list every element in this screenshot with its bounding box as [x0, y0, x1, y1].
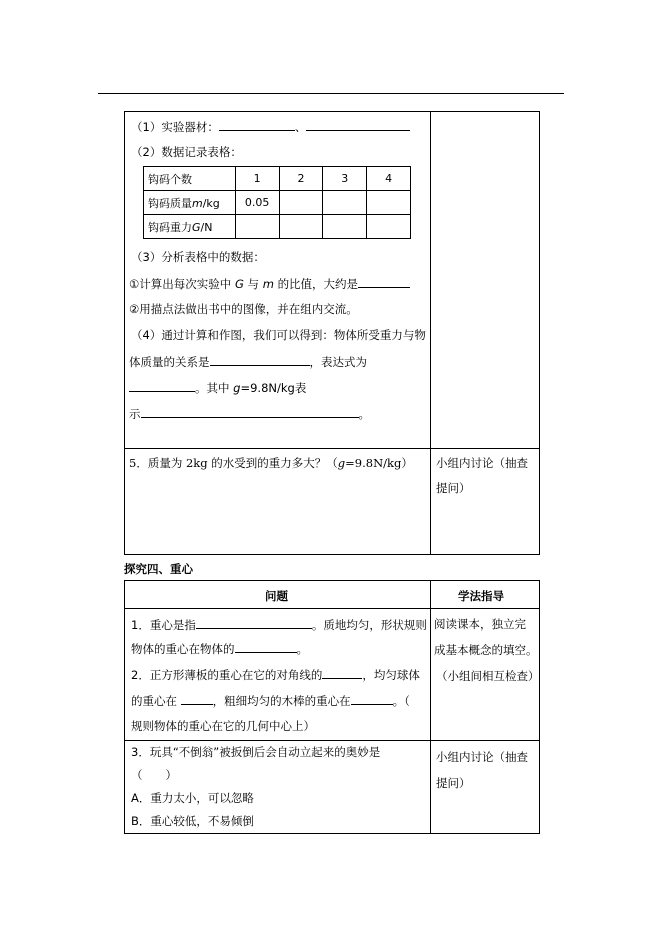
- q2-line3: 规则物体的重心在它的几何中心上）: [131, 719, 315, 733]
- header-cell: 4: [367, 167, 411, 191]
- blank-center-location: [235, 641, 297, 653]
- q3-option-a: A．重力太小，可以忽略: [131, 791, 254, 805]
- header-cell: 2: [279, 167, 323, 191]
- header-question: 问题: [265, 589, 288, 603]
- q3-line2: （ ）: [131, 768, 177, 782]
- table-cell: [235, 215, 279, 239]
- header-guide: 学法指导: [458, 589, 504, 603]
- table-row-weight: [144, 215, 411, 239]
- guide-row1-line1: 阅读课本，独立完: [434, 617, 526, 631]
- header-cell: 3: [323, 167, 367, 191]
- table-header-row: [144, 167, 411, 191]
- item1-separator: 、: [294, 120, 307, 134]
- guide-row2-line2: 提问）: [436, 776, 471, 790]
- blank-diagonal: [322, 667, 362, 679]
- header-cell: 钩码个数: [144, 167, 236, 191]
- item4-line2: 体质量的关系是 ，表达式为: [129, 355, 367, 369]
- table-cell: [367, 191, 411, 215]
- blank-expression: [129, 380, 195, 392]
- bottom-table-divider: [430, 580, 431, 834]
- blank-sphere: [181, 693, 213, 705]
- item4-line1: （4）通过计算和作图，我们可以得到：物体所受重力与物: [131, 328, 426, 342]
- data-record-table: [143, 166, 411, 239]
- blank-ratio: [358, 276, 410, 288]
- row-label-mass: 钩码质量m/kg: [144, 191, 236, 215]
- header-cell: 1: [235, 167, 279, 191]
- calc-line: ①计算出每次实验中 G 与 m 的比值，大约是: [129, 276, 410, 291]
- q2-line1: 2．正方形薄板的重心在它的对角线的 ，均匀球体: [131, 668, 420, 682]
- question-5: 5．质量为 2kg 的水受到的重力多大？（g=9.8N/kg）: [129, 456, 413, 470]
- row-label-weight: 钩码重力G/N: [144, 215, 236, 239]
- bottom-table-header-divider: [124, 608, 540, 609]
- blank-meaning: [141, 406, 359, 418]
- table-cell: [279, 215, 323, 239]
- blank-equipment-2: [306, 119, 410, 131]
- header-rule: [98, 93, 564, 94]
- guide-row1-line2: 成基本概念的填空。: [434, 643, 538, 657]
- table-cell: 0.05: [235, 191, 279, 215]
- q2-line2: 的重心在 ，粗细均匀的木棒的重心在 。（: [131, 694, 410, 708]
- table-cell: [279, 191, 323, 215]
- table-cell: [367, 215, 411, 239]
- item4-line3: 。其中 g=9.8N/kg表: [129, 380, 306, 395]
- blank-rod: [351, 693, 393, 705]
- top-table-divider: [430, 111, 431, 555]
- blank-center-def: [196, 617, 312, 629]
- item1-label: （1）实验器材：: [131, 120, 219, 134]
- q1-line1: 1．重心是指 。质地均匀，形状规则: [131, 618, 427, 632]
- guide-row2-line1: 小组内讨论（抽查: [436, 750, 528, 764]
- top-table-row-divider: [124, 448, 540, 449]
- bottom-table-row-divider: [124, 740, 540, 741]
- q3-line1: 3．玩具“不倒翁”被扳倒后会自动立起来的奥妙是: [131, 745, 381, 759]
- item2-label: （2）数据记录表格：: [131, 145, 242, 159]
- item1-line: [131, 119, 410, 134]
- section-title: 探究四、重心: [124, 562, 193, 576]
- item3-label: （3）分析表格中的数据：: [131, 250, 265, 264]
- guide-q5-line2: 提问）: [436, 481, 471, 495]
- table-cell: [323, 191, 367, 215]
- q3-option-b: B．重心较低，不易倾倒: [131, 814, 254, 828]
- blank-relation: [210, 354, 310, 366]
- q1-line2: 物体的重心在物体的 。: [131, 642, 308, 656]
- guide-q5-line1: 小组内讨论（抽查: [436, 456, 528, 470]
- guide-row1-line3: （小组间相互检查）: [436, 669, 540, 683]
- item4-line4: 示 。: [129, 407, 370, 421]
- table-row-mass: [144, 191, 411, 215]
- table-cell: [323, 215, 367, 239]
- graph-line: ②用描点法做出书中的图像，并在组内交流。: [129, 302, 358, 316]
- blank-equipment-1: [219, 119, 295, 131]
